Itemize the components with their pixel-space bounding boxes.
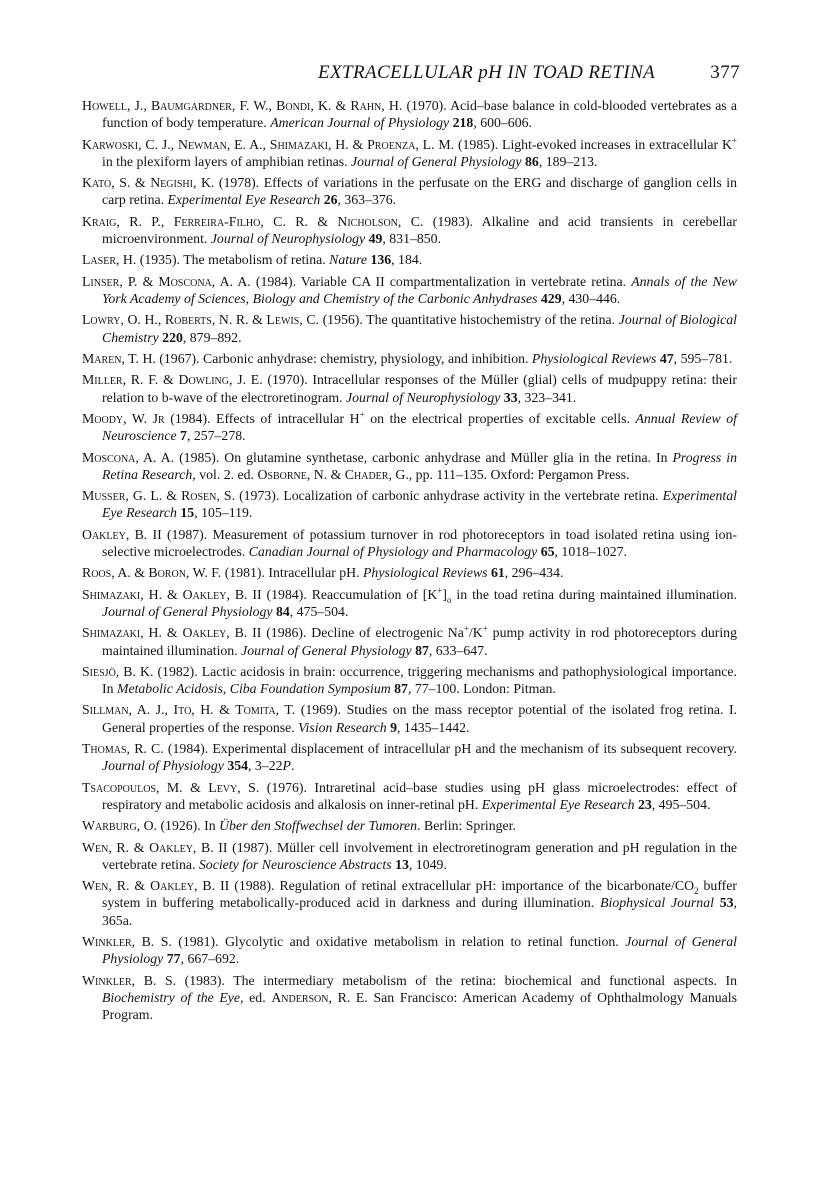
reference-entry: Kraig, R. P., Ferreira-Filho, C. R. & Nicholson, C. (1983). Alkaline and acid transients in cerebellar microenvironment. Journal of Neurophysiology 49, 831–850. xyxy=(82,213,737,246)
reference-entry: Wen, R. & Oakley, B. II (1987). Müller cell involvement in electroretinogram generation and pH regulation in the vertebrate retina. Society for Neuroscience Abstracts 13, 1049. xyxy=(82,839,737,872)
page-number: 377 xyxy=(710,62,740,83)
reference-entry: Shimazaki, H. & Oakley, B. II (1984). Reaccumulation of $[K^+]_o$ in the toad retina during maintained illumination. Journal of General Physiology 84, 475–504. xyxy=(82,585,737,619)
reference-entry: Karwoski, C. J., Newman, E. A., Shimazaki, H. & Proenza, L. M. (1985). Light-evoked increases in extracellular K+ in the plexiform layers of amphibian retinas. Journal of General Physiology 86, 189–213. xyxy=(82,135,737,169)
reference-entry: Winkler, B. S. (1981). Glycolytic and oxidative metabolism in relation to retinal function. Journal of General Physiology 77, 667–692. xyxy=(82,934,737,967)
reference-entry: Howell, J., Baumgardner, F. W., Bondi, K. & Rahn, H. (1970). Acid–base balance in cold-blooded vertebrates as a function of body temperature. American Journal of Physiology 218, 600–606. xyxy=(82,98,737,131)
reference-entry: Roos, A. & Boron, W. F. (1981). Intracellular pH. Physiological Reviews 61, 296–434. xyxy=(82,565,564,581)
reference-entry: Moscona, A. A. (1985). On glutamine synthetase, carbonic anhydrase and Müller glia in the retina. In Progress in Retina Research, vol. 2. ed. Osborne, N. & Chader, G., pp. 111–135. Oxford: Pergamon Press. xyxy=(82,449,737,482)
reference-list xyxy=(82,97,737,1027)
running-head xyxy=(320,62,740,88)
reference-entry: Kato, S. & Negishi, K. (1978). Effects of variations in the perfusate on the ERG and discharge of ganglion cells in carp retina. Experimental Eye Research 26, 363–376. xyxy=(82,175,737,208)
reference-entry: Tsacopoulos, M. & Levy, S. (1976). Intraretinal acid–base studies using pH glass microelectrodes: effect of respiratory and metabolic acidosis and alkalosis on inner-retinal pH. Experimental Eye Research 23, 495–504. xyxy=(82,779,738,812)
reference-entry: Oakley, B. II (1987). Measurement of potassium turnover in rod photoreceptors in toad isolated retina using ion-selective microelectrodes. Canadian Journal of Physiology and Pharmacology 65, 1018–1027. xyxy=(82,526,737,559)
reference-entry: Lowry, O. H., Roberts, N. R. & Lewis, C. (1956). The quantitative histochemistry of the retina. Journal of Biological Chemistry 220, 879–892. xyxy=(82,312,738,345)
reference-entry: Miller, R. F. & Dowling, J. E. (1970). Intracellular responses of the Müller (glial) cells of mudpuppy retina: their relation to b-wave of the electroretinogram. Journal of Neurophysiology 33, 323–341. xyxy=(82,372,737,405)
reference-entry: Sillman, A. J., Ito, H. & Tomita, T. (1969). Studies on the mass receptor potential of the isolated frog retina. I. General properties of the response. Vision Research 9, 1435–1442. xyxy=(82,702,737,735)
reference-entry: Laser, H. (1935). The metabolism of retina. Nature 136, 184. xyxy=(82,252,423,268)
reference-entry: Musser, G. L. & Rosen, S. (1973). Localization of carbonic anhydrase activity in the vertebrate retina. Experimental Eye Research 15, 105–119. xyxy=(82,488,737,521)
reference-entry: Winkler, B. S. (1983). The intermediary metabolism of the retina: biochemical and functional aspects. In Biochemistry of the Eye, ed. Anderson, R. E. San Francisco: American Academy of Ophthalmology Manuals Program. xyxy=(82,972,737,1023)
reference-entry: Warburg, O. (1926). In Über den Stoffwechsel der Tumoren. Berlin: Springer. xyxy=(82,818,516,834)
reference-entry: Thomas, R. C. (1984). Experimental displacement of intracellular pH and the mechanism of its subsequent recovery. Journal of Physiology 354, 3–22P. xyxy=(82,741,737,774)
reference-entry: Shimazaki, H. & Oakley, B. II (1986). Decline of electrogenic Na+/K+ pump activity in rod photoreceptors during maintained illumination. Journal of General Physiology 87, 633–647. xyxy=(82,623,737,658)
reference-entry: Moody, W. Jr (1984). Effects of intracellular H+ on the electrical properties of excitable cells. Annual Review of Neuroscience 7, 257–278. xyxy=(82,409,737,444)
reference-entry: Siesjö, B. K. (1982). Lactic acidosis in brain: occurrence, triggering mechanisms and pathophysiological importance. In Metabolic Acidosis, Ciba Foundation Symposium 87, 77–100. London: Pitman. xyxy=(82,663,738,697)
running-title: EXTRACELLULAR pH IN TOAD RETINA xyxy=(318,62,656,83)
reference-entry: Maren, T. H. (1967). Carbonic anhydrase: chemistry, physiology, and inhibition. Physiological Reviews 47, 595–781. xyxy=(82,350,733,366)
reference-entry: Linser, P. & Moscona, A. A. (1984). Variable CA II compartmentalization in vertebrate retina. Annals of the New York Academy of Sciences, Biology and Chemistry of the Carbonic Anhydrases 429, 430–446. xyxy=(82,273,737,306)
reference-entry: Wen, R. & Oakley, B. II (1988). Regulation of retinal extracellular pH: importance of the bicarbonate/$CO_2$ buffer system in buffering metabolically-produced acid in darkness and during illumination. Biophysical Journal 53, 365a. xyxy=(82,878,737,928)
